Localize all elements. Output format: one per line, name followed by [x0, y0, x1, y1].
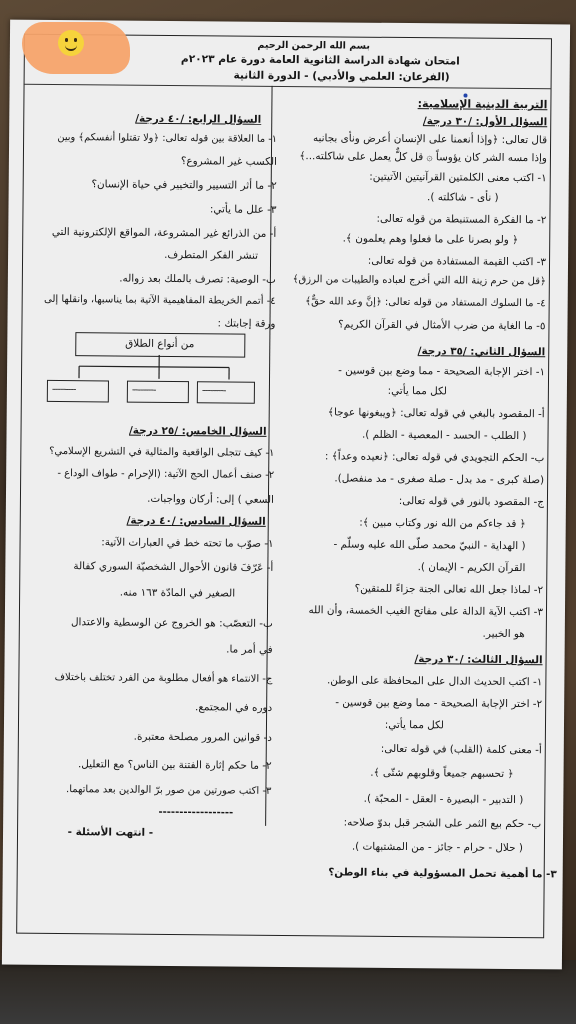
- concept-map-title: من أنواع الطلاق: [125, 337, 195, 351]
- concept-map-blank-3: [197, 381, 255, 404]
- q4-line: ورقة إجابتك :: [217, 317, 276, 330]
- q3-line: ب- حكم بيع الثمر على الشجر قبل بدوّ صلاحه:: [343, 816, 542, 831]
- q2-line: أ- المقصود بالبغي في قوله تعالى: ﴿ويبغونها عوجا﴾: [327, 406, 545, 421]
- blank-dashes: ---------: [51, 383, 76, 396]
- q1-line: ٢- ما الفكرة المستنبطة من قوله تعالى:: [376, 212, 547, 227]
- q6-line: د- قوانين المرور مصلحة معتبرة.: [133, 730, 272, 744]
- q5-line: ١- كيف تتجلى الواقعية والمثالية في التشريع الإسلامي؟: [49, 445, 275, 459]
- q5-title: السؤال الخامس: /٢٥ درجة/: [128, 424, 267, 438]
- q4-line: تنشر الفكر المتطرف.: [164, 248, 259, 262]
- q6-line: ب- التعصّب: هو الخروج عن الوسطية والاعتدال: [70, 616, 273, 630]
- q1-line: ٥- ما الغاية من ضرب الأمثال في القرآن الكريم؟: [338, 318, 546, 333]
- q6-line: الصغير في المادّة ١٦٣ منه.: [119, 586, 236, 600]
- q5-line: ٢- صنف أعمال الحج الآتية: (الإحرام - طواف الوداع -: [57, 468, 275, 481]
- concept-map-blank-2: [127, 381, 189, 404]
- q6-line: ١- صوّب ما تحته خط في العبارات الآتية:: [101, 536, 274, 550]
- q3-line: لكل مما يأتي:: [384, 718, 445, 732]
- basmala: بسم الله الرحمن الرحيم: [257, 39, 370, 52]
- q6-line: في أمر ما.: [226, 643, 273, 656]
- exam-title: امتحان شهادة الدراسة الثانوية العامة دورة عام ٢٠٢٣م: [180, 53, 460, 68]
- q1-line: وإذا مسه الشر كان يؤوساً ۞ قل كلٌّ يعمل على شاكلته...﴾: [299, 150, 547, 165]
- concept-map-blank-1: [47, 380, 109, 403]
- q1-line: قال تعالى: ﴿وإذا أنعمنا على الإنسان أعرض ونأى بجانبه: [312, 132, 548, 147]
- blank-dashes: ---------: [201, 385, 226, 397]
- q6-line: ٣- اكتب صورتين من صور برّ الوالدين بعد مماتهما.: [66, 784, 272, 797]
- q4-line: ٤- أتمم الخريطة المفاهيمية الآتية بما يناسبها، وانقلها إلى: [43, 293, 276, 307]
- exam-paper: [2, 20, 570, 970]
- smiley-eye: [65, 38, 68, 42]
- q4-line: أ- من الذرائع غير المشروعة، المواقع الإلكترونية التي: [51, 225, 277, 240]
- q3-line: ﴿ تحسبهم جميعاً وقلوبهم شتّى ﴾.: [370, 766, 514, 780]
- q4-line: الكسب غير المشروع؟: [180, 155, 277, 168]
- q2-line: ٣- اكتب الآية الدالة على مفاتح الغيب الخمسة، وأن الله: [308, 604, 544, 619]
- concept-map-connectors: [37, 354, 257, 382]
- q5-line: السعي ) إلى: أركان وواجبات.: [147, 492, 275, 506]
- q2-line: هو الخبير.: [482, 627, 525, 641]
- q6-line: أ- عَرّفَ قانون الأحوال الشخصيّة السوري كفالة: [73, 560, 274, 574]
- q1-line: ١- اكتب معنى الكلمتين القرآنيتين الآتيتين:: [369, 170, 547, 185]
- smiley-eye: [74, 38, 77, 42]
- q1-title: السؤال الأول: /٣٠ درجة/: [422, 115, 548, 129]
- subject-title: التربية الدينية الإسلامية:: [417, 97, 548, 112]
- q1-line: ﴿ ولو بصرنا على ما فعلوا وهم يعلمون ﴾.: [342, 232, 519, 247]
- q6-line: دوره في المجتمع.: [194, 701, 273, 714]
- q3-line: ٢- اختر الإجابة الصحيحة - مما وضع بين قوسين -: [335, 696, 543, 711]
- q3-line: أ- معنى كلمة (القلب) في قوله تعالى:: [380, 742, 542, 757]
- end-divider: ------------------: [158, 806, 234, 819]
- smiley-mouth: [65, 43, 77, 51]
- q2-line: ج- المقصود بالنور في قوله تعالى:: [398, 494, 544, 509]
- q2-line: (صلة كبرى - مد بدل - صلة صغرى - مد منفصل).: [334, 472, 545, 487]
- q3-line: ( حلال - حرام - جائز - من المشتبهات ).: [351, 840, 523, 855]
- floor: [0, 960, 576, 1024]
- q6-line: ج- الانتماء هو أفعال مطلوبة من الفرد تختلف باختلاف: [54, 671, 273, 685]
- q2-title: السؤال الثاني: /٣٥ درجة/: [417, 345, 546, 359]
- blank-dashes: ---------: [131, 384, 156, 396]
- q4-line: ب- الوصية: تصرف بالملك بعد زواله.: [119, 272, 276, 286]
- q2-line: ب- الحكم التجويدي في قوله تعالى: ﴿نعيده وعداً﴾ :: [324, 450, 545, 465]
- q3-title: السؤال الثالث: /٣٠ درجة/: [414, 653, 543, 667]
- smiley-sticker-icon: [58, 30, 84, 56]
- q4-title: السؤال الرابع: /٤٠ درجة/: [135, 112, 262, 126]
- q2-line: القرآن الكريم - الإيمان ).: [417, 561, 526, 575]
- q1-line: ٣- اكتب القيمة المستفادة من قوله تعالى:: [367, 254, 547, 269]
- q6-title: السؤال السادس: /٤٠ درجة/: [126, 514, 266, 528]
- q2-line: ﴿ قد جاءكم من الله نور وكتاب مبين ﴾:: [359, 516, 526, 531]
- branches-line: (الفرعان: العلمي والأدبي) - الدورة الثانية: [233, 69, 450, 84]
- q1-line: ( نأى - شاكلته ).: [427, 191, 499, 204]
- q3-line: ( التدبير - البصيرة - العقل - المحبّة ).: [363, 792, 524, 807]
- q3-line: ١- اكتب الحديث الدال على المحافظة على الوطن.: [326, 674, 543, 689]
- q3-line: ٣- ما أهمية تحمل المسؤولية في بناء الوطن؟: [328, 866, 557, 881]
- q2-line: ( الطلب - الحسد - المعصية - الظلم ).: [361, 428, 527, 443]
- q4-line: ١- ما العلاقة بين قوله تعالى: ﴿ولا تقتلوا أنفسكم﴾ وبين: [57, 131, 278, 145]
- q2-line: ( الهداية - النبيّ محمد صلّى الله عليه وسلّم -: [333, 538, 526, 553]
- q4-line: ٣- علل ما يأتي:: [209, 203, 277, 216]
- q6-line: ٢- ما حكم إثارة الفتنة بين الناس؟ مع التعليل.: [77, 758, 272, 772]
- q4-line: ٢- ما أثر التسيير والتخيير في حياة الإنسان؟: [91, 178, 277, 192]
- q2-line: ٢- لماذا جعل الله تعالى الجنة جزاءً للمتقين؟: [354, 582, 544, 597]
- q2-line: ١- اختر الإجابة الصحيحة - مما وضع بين قوسين -: [338, 364, 546, 379]
- q1-line: ٤- ما السلوك المستفاد من قوله تعالى: ﴿إنَّ وعد الله حقٌّ﴾: [305, 296, 546, 310]
- end-of-questions: - انتهت الأسئلة -: [67, 826, 154, 839]
- q2-line: لكل مما يأتي:: [387, 384, 447, 398]
- q1-line: ﴿قل من حرم زينة الله التي أخرج لعباده والطيبات من الرزق﴾: [292, 274, 546, 288]
